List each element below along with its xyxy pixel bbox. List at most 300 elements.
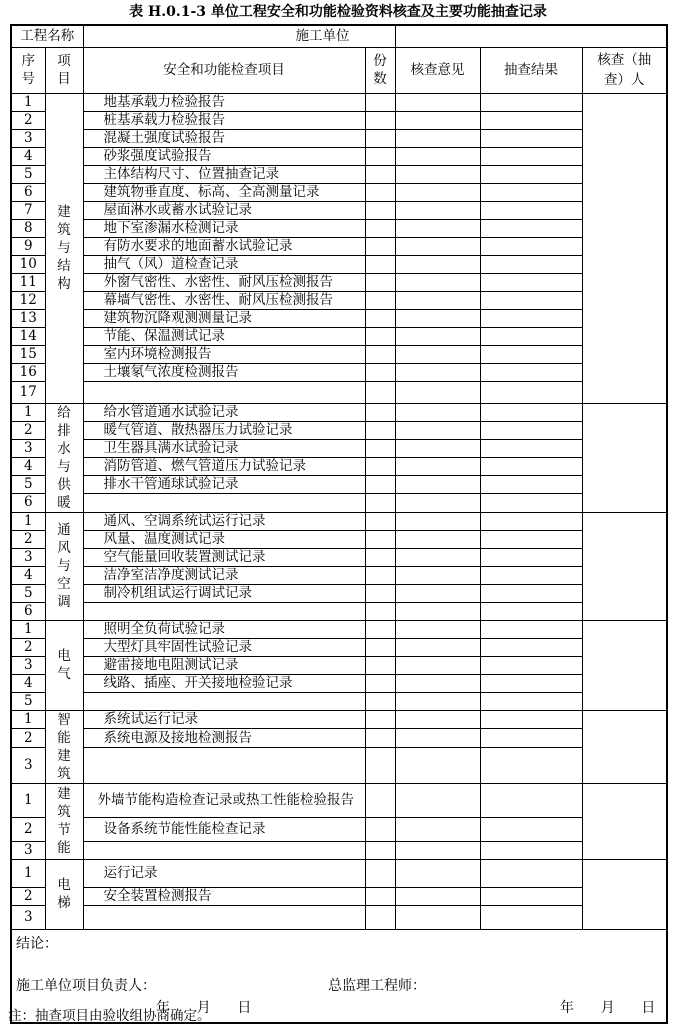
result-cell[interactable]	[480, 566, 582, 584]
table-row	[11, 439, 667, 457]
result-cell[interactable]	[480, 309, 582, 327]
copies-cell[interactable]	[365, 183, 395, 201]
checker-cell[interactable]	[582, 512, 667, 620]
result-cell[interactable]	[480, 255, 582, 273]
review-cell[interactable]	[395, 620, 480, 638]
checker-cell[interactable]	[582, 403, 667, 512]
row-number: 12	[11, 291, 45, 309]
result-cell[interactable]	[480, 748, 582, 783]
copies-cell[interactable]	[365, 403, 395, 421]
review-cell[interactable]	[395, 530, 480, 548]
result-cell[interactable]	[480, 817, 582, 841]
check-item: 土壤氡气浓度检测报告	[83, 363, 365, 381]
result-cell[interactable]	[480, 841, 582, 859]
review-cell[interactable]	[395, 381, 480, 403]
row-number: 3	[11, 548, 45, 566]
table-row	[11, 748, 667, 783]
copies-cell[interactable]	[365, 548, 395, 566]
header-checker: 核查（抽查）人	[582, 47, 667, 93]
row-number: 1	[11, 710, 45, 729]
copies-cell[interactable]	[365, 817, 395, 841]
check-item: 风量、温度测试记录	[83, 530, 365, 548]
header-seq: 序 号	[11, 47, 45, 93]
row-number: 4	[11, 566, 45, 584]
table-row	[11, 905, 667, 929]
table-row	[11, 327, 667, 345]
row-number: 1	[11, 620, 45, 638]
review-cell[interactable]	[395, 638, 480, 656]
result-cell[interactable]	[480, 620, 582, 638]
copies-cell[interactable]	[365, 421, 395, 439]
table-row	[11, 710, 667, 729]
review-cell[interactable]	[395, 841, 480, 859]
category-cell	[45, 620, 83, 710]
table-row	[11, 403, 667, 421]
checker-cell[interactable]	[582, 783, 667, 859]
check-item: 桩基承载力检验报告	[83, 111, 365, 129]
copies-cell[interactable]	[365, 345, 395, 363]
check-item: 节能、保温测试记录	[83, 327, 365, 345]
row-number: 4	[11, 674, 45, 692]
table-row	[11, 638, 667, 656]
review-cell[interactable]	[395, 602, 480, 620]
table-row	[11, 494, 667, 512]
check-item: 系统试运行记录	[83, 710, 365, 729]
result-cell[interactable]	[480, 710, 582, 729]
table-row	[11, 237, 667, 255]
row-number: 2	[11, 421, 45, 439]
row-number: 3	[11, 748, 45, 783]
table-row	[11, 309, 667, 327]
row-number: 2	[11, 530, 45, 548]
category-label: 电 梯	[57, 877, 71, 911]
check-item	[83, 841, 365, 859]
review-cell[interactable]	[395, 327, 480, 345]
copies-cell[interactable]	[365, 841, 395, 859]
review-cell[interactable]	[395, 674, 480, 692]
row-number: 6	[11, 183, 45, 201]
check-item: 主体结构尺寸、位置抽查记录	[83, 165, 365, 183]
header-review: 核查意见	[395, 47, 480, 93]
category-label: 通 风 与 空 调	[57, 522, 71, 610]
check-item: 线路、插座、开关接地检验记录	[83, 674, 365, 692]
check-item: 系统电源及接地检测报告	[83, 729, 365, 748]
row-number: 2	[11, 111, 45, 129]
page-title: 表 H.0.1-3 单位工程安全和功能检验资料核查及主要功能抽查记录	[129, 4, 547, 20]
table-row	[11, 602, 667, 620]
copies-cell[interactable]	[365, 327, 395, 345]
result-cell[interactable]	[480, 548, 582, 566]
result-cell[interactable]	[480, 421, 582, 439]
table-row	[11, 476, 667, 494]
review-cell[interactable]	[395, 783, 480, 817]
result-cell[interactable]	[480, 237, 582, 255]
table-row	[11, 255, 667, 273]
check-item	[83, 494, 365, 512]
check-item: 暖气管道、散热器压力试验记录	[83, 421, 365, 439]
review-cell[interactable]	[395, 548, 480, 566]
result-cell[interactable]	[480, 327, 582, 345]
check-item: 有防水要求的地面蓄水试验记录	[83, 237, 365, 255]
row-number: 6	[11, 602, 45, 620]
review-cell[interactable]	[395, 476, 480, 494]
copies-cell[interactable]	[365, 674, 395, 692]
review-cell[interactable]	[395, 291, 480, 309]
construction-unit-label: 施工单位	[295, 28, 350, 44]
table-row	[11, 381, 667, 403]
header-copies: 份 数	[365, 47, 395, 93]
table-row	[11, 887, 667, 905]
row-number: 9	[11, 237, 45, 255]
copies-cell[interactable]	[365, 381, 395, 403]
construction-unit-value[interactable]	[395, 25, 667, 47]
check-item: 空气能量回收装置测试记录	[83, 548, 365, 566]
copies-cell[interactable]	[365, 273, 395, 291]
check-item: 设备系统节能性能检查记录	[83, 817, 365, 841]
copies-cell[interactable]	[365, 692, 395, 710]
table-row	[11, 674, 667, 692]
copies-cell[interactable]	[365, 237, 395, 255]
copies-cell[interactable]	[365, 859, 395, 887]
result-cell[interactable]	[480, 783, 582, 817]
check-item: 幕墙气密性、水密性、耐风压检测报告	[83, 291, 365, 309]
review-cell[interactable]	[395, 129, 480, 147]
row-number: 6	[11, 494, 45, 512]
review-cell[interactable]	[395, 494, 480, 512]
table-row	[11, 363, 667, 381]
header-result: 抽查结果	[480, 47, 582, 93]
result-cell[interactable]	[480, 656, 582, 674]
table-row	[11, 165, 667, 183]
row-number: 1	[11, 403, 45, 421]
check-item: 室内环境检测报告	[83, 345, 365, 363]
table-row	[11, 729, 667, 748]
check-item	[83, 602, 365, 620]
row-number: 3	[11, 129, 45, 147]
result-cell[interactable]	[480, 381, 582, 403]
check-item: 运行记录	[83, 859, 365, 887]
copies-cell[interactable]	[365, 309, 395, 327]
review-cell[interactable]	[395, 692, 480, 710]
result-cell[interactable]	[480, 219, 582, 237]
check-item: 消防管道、燃气管道压力试验记录	[83, 457, 365, 475]
record-table	[10, 24, 668, 1024]
row-number: 2	[11, 817, 45, 841]
row-number: 1	[11, 512, 45, 530]
category-label: 建 筑 与 结 构	[57, 204, 71, 292]
result-cell[interactable]	[480, 345, 582, 363]
copies-cell[interactable]	[365, 201, 395, 219]
copies-cell[interactable]	[365, 620, 395, 638]
contractor-manager-label: 施工单位项目负责人：	[16, 977, 156, 994]
result-cell[interactable]	[480, 129, 582, 147]
result-cell[interactable]	[480, 476, 582, 494]
review-cell[interactable]	[395, 729, 480, 748]
copies-cell[interactable]	[365, 219, 395, 237]
category-label: 智 能 建 筑	[57, 711, 71, 782]
row-number: 2	[11, 638, 45, 656]
review-cell[interactable]	[395, 748, 480, 783]
copies-cell[interactable]	[365, 129, 395, 147]
review-cell[interactable]	[395, 859, 480, 887]
review-cell[interactable]	[395, 905, 480, 929]
check-item: 砂浆强度试验报告	[83, 147, 365, 165]
row-number: 1	[11, 859, 45, 887]
check-item	[83, 381, 365, 403]
result-cell[interactable]	[480, 674, 582, 692]
check-item: 照明全负荷试验记录	[83, 620, 365, 638]
copies-cell[interactable]	[365, 494, 395, 512]
review-cell[interactable]	[395, 421, 480, 439]
row-number: 1	[11, 783, 45, 817]
category-cell	[45, 859, 83, 929]
check-item: 屋面淋水或蓄水试验记录	[83, 201, 365, 219]
result-cell[interactable]	[480, 165, 582, 183]
row-number: 5	[11, 476, 45, 494]
copies-cell[interactable]	[365, 93, 395, 111]
row-number: 4	[11, 147, 45, 165]
check-item: 给水管道通水试验记录	[83, 403, 365, 421]
result-cell[interactable]	[480, 602, 582, 620]
review-cell[interactable]	[395, 237, 480, 255]
review-cell[interactable]	[395, 309, 480, 327]
row-number: 7	[11, 201, 45, 219]
copies-cell[interactable]	[365, 783, 395, 817]
result-cell[interactable]	[480, 363, 582, 381]
checker-cell[interactable]	[582, 620, 667, 710]
review-cell[interactable]	[395, 255, 480, 273]
row-number: 15	[11, 345, 45, 363]
review-cell[interactable]	[395, 219, 480, 237]
table-row	[11, 421, 667, 439]
footnote: 注：抽查项目由验收组协商确定。	[8, 1008, 211, 1024]
table-row	[11, 566, 667, 584]
row-number: 11	[11, 273, 45, 291]
review-cell[interactable]	[395, 93, 480, 111]
result-cell[interactable]	[480, 183, 582, 201]
copies-cell[interactable]	[365, 111, 395, 129]
project-name-label: 工程名称	[11, 25, 83, 47]
row-number: 4	[11, 457, 45, 475]
row-number: 1	[11, 93, 45, 111]
table-row	[11, 817, 667, 841]
review-cell[interactable]	[395, 201, 480, 219]
copies-cell[interactable]	[365, 602, 395, 620]
review-cell[interactable]	[395, 584, 480, 602]
copies-cell[interactable]	[365, 530, 395, 548]
checker-cell[interactable]	[582, 859, 667, 929]
result-cell[interactable]	[480, 530, 582, 548]
table-row	[11, 93, 667, 111]
copies-cell[interactable]	[365, 638, 395, 656]
category-label: 建 筑 节 能	[57, 786, 71, 856]
result-cell[interactable]	[480, 859, 582, 887]
review-cell[interactable]	[395, 165, 480, 183]
check-item: 建筑物沉降观测测量记录	[83, 309, 365, 327]
copies-cell[interactable]	[365, 656, 395, 674]
checker-cell[interactable]	[582, 710, 667, 783]
result-cell[interactable]	[480, 638, 582, 656]
check-item	[83, 748, 365, 783]
row-number: 16	[11, 363, 45, 381]
check-item: 建筑物垂直度、标高、全高测量记录	[83, 183, 365, 201]
chief-supervisor-label: 总监理工程师：	[328, 977, 426, 994]
check-item: 抽气（风）道检查记录	[83, 255, 365, 273]
result-cell[interactable]	[480, 93, 582, 111]
copies-cell[interactable]	[365, 439, 395, 457]
row-number: 5	[11, 584, 45, 602]
copies-cell[interactable]	[365, 165, 395, 183]
header-item: 安全和功能检查项目	[83, 47, 365, 93]
result-cell[interactable]	[480, 729, 582, 748]
review-cell[interactable]	[395, 457, 480, 475]
result-cell[interactable]	[480, 201, 582, 219]
result-cell[interactable]	[480, 494, 582, 512]
copies-cell[interactable]	[365, 729, 395, 748]
copies-cell[interactable]	[365, 291, 395, 309]
table-row	[11, 841, 667, 859]
result-cell[interactable]	[480, 147, 582, 165]
check-item: 通风、空调系统试运行记录	[83, 512, 365, 530]
category-cell	[45, 403, 83, 512]
result-cell[interactable]	[480, 111, 582, 129]
result-cell[interactable]	[480, 457, 582, 475]
category-cell	[45, 512, 83, 620]
row-number: 2	[11, 887, 45, 905]
table-row	[11, 620, 667, 638]
result-cell[interactable]	[480, 512, 582, 530]
table-row	[11, 273, 667, 291]
check-item: 制冷机组试运行调试记录	[83, 584, 365, 602]
review-cell[interactable]	[395, 403, 480, 421]
check-item	[83, 905, 365, 929]
check-item: 安全装置检测报告	[83, 887, 365, 905]
review-cell[interactable]	[395, 345, 480, 363]
category-cell	[45, 93, 83, 403]
row-number: 5	[11, 692, 45, 710]
row-number: 5	[11, 165, 45, 183]
review-cell[interactable]	[395, 147, 480, 165]
date-right: 年 月 日	[560, 999, 656, 1016]
result-cell[interactable]	[480, 273, 582, 291]
header-category: 项 目	[45, 47, 83, 93]
category-label: 电 气	[57, 648, 71, 682]
table-row	[11, 692, 667, 710]
table-row	[11, 291, 667, 309]
result-cell[interactable]	[480, 692, 582, 710]
copies-cell[interactable]	[365, 584, 395, 602]
copies-cell[interactable]	[365, 710, 395, 729]
row-number: 8	[11, 219, 45, 237]
table-row	[11, 183, 667, 201]
row-number: 3	[11, 905, 45, 929]
review-cell[interactable]	[395, 273, 480, 291]
check-item: 混凝土强度试验报告	[83, 129, 365, 147]
check-item: 大型灯具牢固性试验记录	[83, 638, 365, 656]
conclusion-label: 结论：	[16, 935, 58, 952]
table-row	[11, 457, 667, 475]
table-row	[11, 147, 667, 165]
check-item	[83, 692, 365, 710]
checker-cell[interactable]	[582, 93, 667, 403]
result-cell[interactable]	[480, 439, 582, 457]
row-number: 17	[11, 381, 45, 403]
review-cell[interactable]	[395, 817, 480, 841]
copies-cell[interactable]	[365, 905, 395, 929]
table-row	[11, 512, 667, 530]
review-cell[interactable]	[395, 566, 480, 584]
check-item: 洁净室洁净度测试记录	[83, 566, 365, 584]
table-row	[11, 345, 667, 363]
copies-cell[interactable]	[365, 748, 395, 783]
header-row	[11, 47, 667, 93]
check-item: 外墙节能构造检查记录或热工性能检验报告	[83, 783, 365, 817]
table-row	[11, 584, 667, 602]
category-cell	[45, 710, 83, 783]
copies-cell[interactable]	[365, 887, 395, 905]
result-cell[interactable]	[480, 887, 582, 905]
category-cell	[45, 783, 83, 859]
result-cell[interactable]	[480, 403, 582, 421]
row-number: 3	[11, 439, 45, 457]
copies-cell[interactable]	[365, 255, 395, 273]
row-number: 2	[11, 729, 45, 748]
table-row	[11, 859, 667, 887]
project-name-value[interactable]	[83, 25, 395, 47]
check-item: 排水干管通球试验记录	[83, 476, 365, 494]
check-item: 地基承载力检验报告	[83, 93, 365, 111]
check-item: 避雷接地电阻测试记录	[83, 656, 365, 674]
copies-cell[interactable]	[365, 147, 395, 165]
row-number: 10	[11, 255, 45, 273]
result-cell[interactable]	[480, 584, 582, 602]
copies-cell[interactable]	[365, 566, 395, 584]
table-row	[11, 530, 667, 548]
table-row	[11, 111, 667, 129]
result-cell[interactable]	[480, 291, 582, 309]
review-cell[interactable]	[395, 111, 480, 129]
review-cell[interactable]	[395, 183, 480, 201]
row-number: 14	[11, 327, 45, 345]
table-row	[11, 548, 667, 566]
copies-cell[interactable]	[365, 363, 395, 381]
date-left: 年 月 日	[156, 999, 252, 1016]
table-row	[11, 201, 667, 219]
check-item: 卫生器具满水试验记录	[83, 439, 365, 457]
review-cell[interactable]	[395, 887, 480, 905]
table-row	[11, 129, 667, 147]
review-cell[interactable]	[395, 363, 480, 381]
category-label: 给 排 水 与 供 暖	[57, 404, 71, 511]
copies-cell[interactable]	[365, 476, 395, 494]
review-cell[interactable]	[395, 710, 480, 729]
copies-cell[interactable]	[365, 457, 395, 475]
check-item: 地下室渗漏水检测记录	[83, 219, 365, 237]
review-cell[interactable]	[395, 512, 480, 530]
table-row	[11, 783, 667, 817]
row-number: 13	[11, 309, 45, 327]
table-row	[11, 219, 667, 237]
review-cell[interactable]	[395, 439, 480, 457]
check-item: 外窗气密性、水密性、耐风压检测报告	[83, 273, 365, 291]
review-cell[interactable]	[395, 656, 480, 674]
row-number: 3	[11, 656, 45, 674]
result-cell[interactable]	[480, 905, 582, 929]
copies-cell[interactable]	[365, 512, 395, 530]
project-info-row	[11, 25, 667, 47]
row-number: 3	[11, 841, 45, 859]
table-row	[11, 656, 667, 674]
